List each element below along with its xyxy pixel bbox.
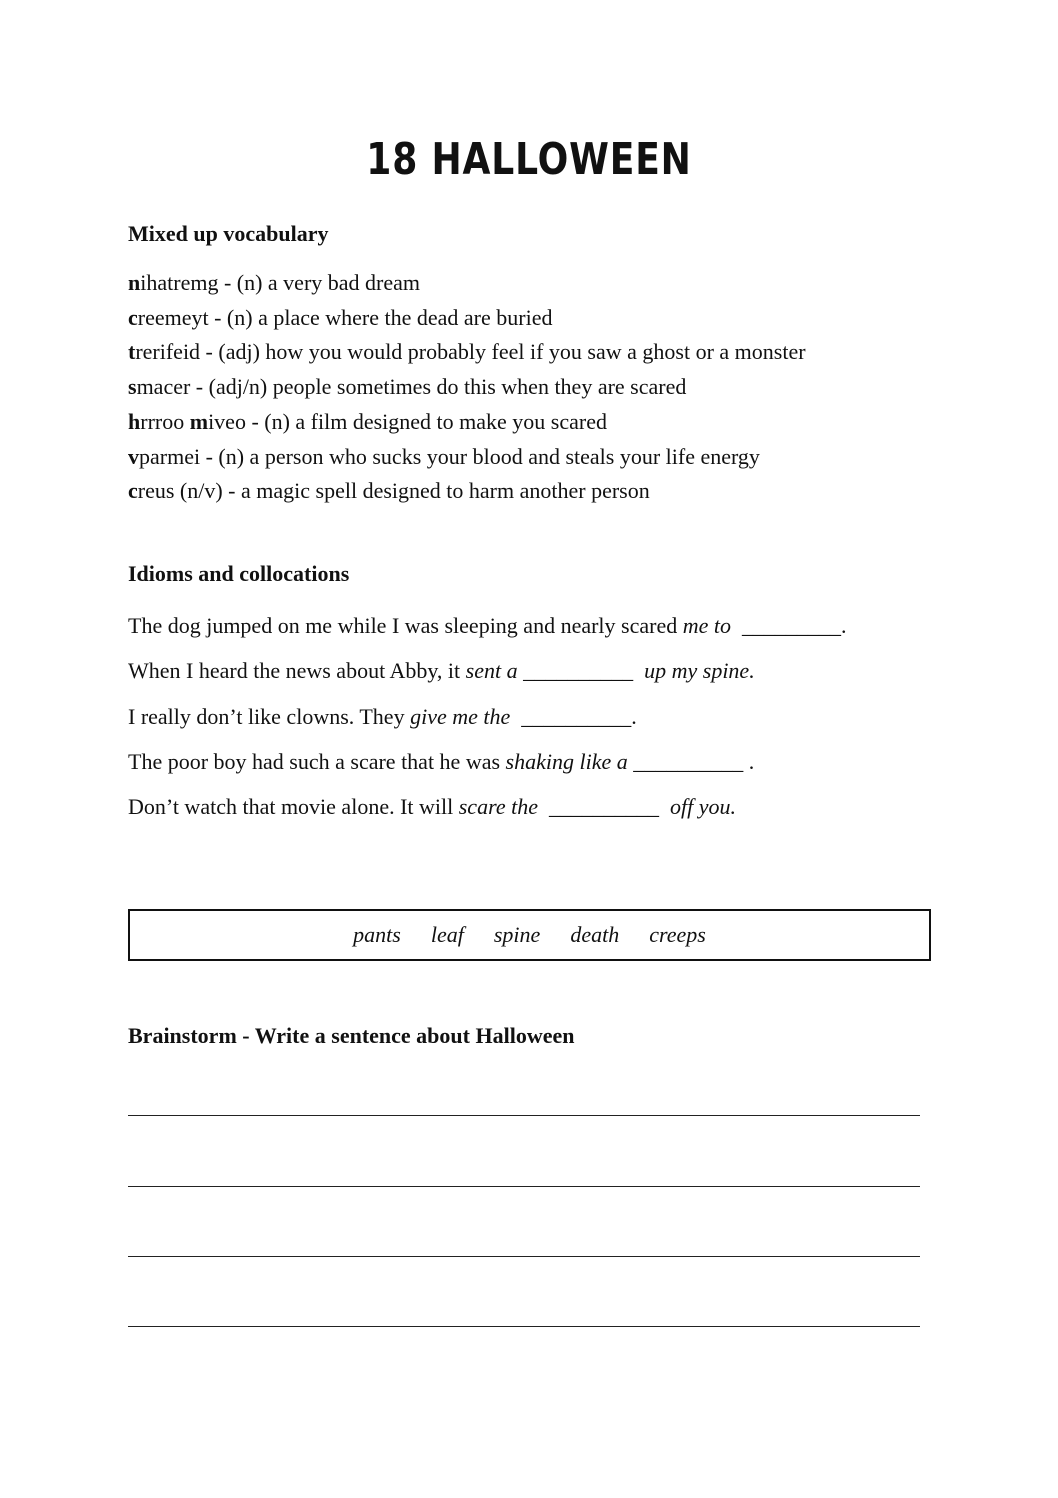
vocabulary-item xyxy=(128,474,948,509)
answer-line[interactable] xyxy=(128,1256,920,1257)
text-segment: n xyxy=(128,270,141,295)
vocabulary-item xyxy=(128,370,948,405)
text-segment: m xyxy=(189,408,209,434)
text-segment: scare the xyxy=(458,794,538,820)
text-segment: shaking like a xyxy=(505,748,628,774)
vocabulary-item xyxy=(128,335,948,370)
vocabulary-heading: Mixed up vocabulary xyxy=(128,221,329,246)
text-segment: __________ xyxy=(537,794,670,820)
vocabulary-item xyxy=(128,301,948,336)
answer-line[interactable] xyxy=(128,1115,920,1116)
text-segment: give me the xyxy=(410,703,511,729)
vocabulary-item xyxy=(128,440,948,475)
idiom-sentence xyxy=(128,784,948,829)
text-segment: up my spine. xyxy=(644,658,755,684)
vocabulary-item xyxy=(128,405,948,440)
word-bank-word: leaf xyxy=(430,922,464,947)
word-bank-word: spine xyxy=(493,922,541,947)
text-segment: reus (n/v) - a magic spell designed to harm another person xyxy=(137,478,650,504)
text-segment: sent a xyxy=(465,658,518,684)
text-segment: ihatremg - (n) a very bad dream xyxy=(140,270,421,295)
idiom-sentence xyxy=(128,648,948,693)
vocabulary-item xyxy=(128,266,948,301)
text-segment: I really don’t like clowns. They xyxy=(128,703,411,729)
text-segment: h xyxy=(128,408,141,434)
text-segment: reemeyt - (n) a place where the dead are buried xyxy=(137,304,553,330)
text-segment: __________ xyxy=(517,658,645,684)
text-segment: t xyxy=(128,339,136,365)
text-segment: me to xyxy=(682,613,731,638)
text-segment: s xyxy=(128,374,137,400)
text-segment: __________. xyxy=(510,703,637,729)
text-segment: c xyxy=(128,478,138,504)
word-bank-word: pants xyxy=(353,922,401,947)
idiom-sentence xyxy=(128,739,948,784)
word-bank-word: death xyxy=(570,922,620,947)
text-segment: parmei - (n) a person who sucks your blood and steals your life energy xyxy=(139,443,760,469)
text-segment: off you. xyxy=(669,794,736,820)
idioms-heading: Idioms and collocations xyxy=(128,561,350,586)
page-title: 18 HALLOWEEN xyxy=(366,134,692,185)
text-segment: The dog jumped on me while I was sleeping and nearly scared xyxy=(128,613,683,638)
word-bank-box xyxy=(128,909,931,961)
text-segment: When I heard the news about Abby, it xyxy=(128,658,466,684)
text-segment: c xyxy=(128,304,138,330)
vocabulary-list xyxy=(128,266,948,509)
text-segment: rerifeid - (adj) how you would probably feel if you saw a ghost or a monster xyxy=(135,339,806,365)
text-segment: Don’t watch that movie alone. It will xyxy=(128,794,459,820)
text-segment: _________. xyxy=(730,613,847,638)
text-segment: The poor boy had such a scare that he was xyxy=(128,748,506,774)
answer-line[interactable] xyxy=(128,1326,920,1327)
idiom-sentence xyxy=(128,603,948,648)
text-segment: macer - (adj/n) people sometimes do this when they are scared xyxy=(136,374,687,400)
answer-line[interactable] xyxy=(128,1186,920,1187)
text-segment: rrroo xyxy=(140,408,190,434)
word-bank-word: creeps xyxy=(649,922,706,947)
text-segment: __________ . xyxy=(627,748,755,774)
idiom-sentence xyxy=(128,694,948,739)
brainstorm-heading: Brainstorm - Write a sentence about Halloween xyxy=(128,1023,575,1048)
text-segment: iveo - (n) a film designed to make you scared xyxy=(208,408,607,434)
idioms-list xyxy=(128,603,948,829)
text-segment: v xyxy=(128,443,139,469)
